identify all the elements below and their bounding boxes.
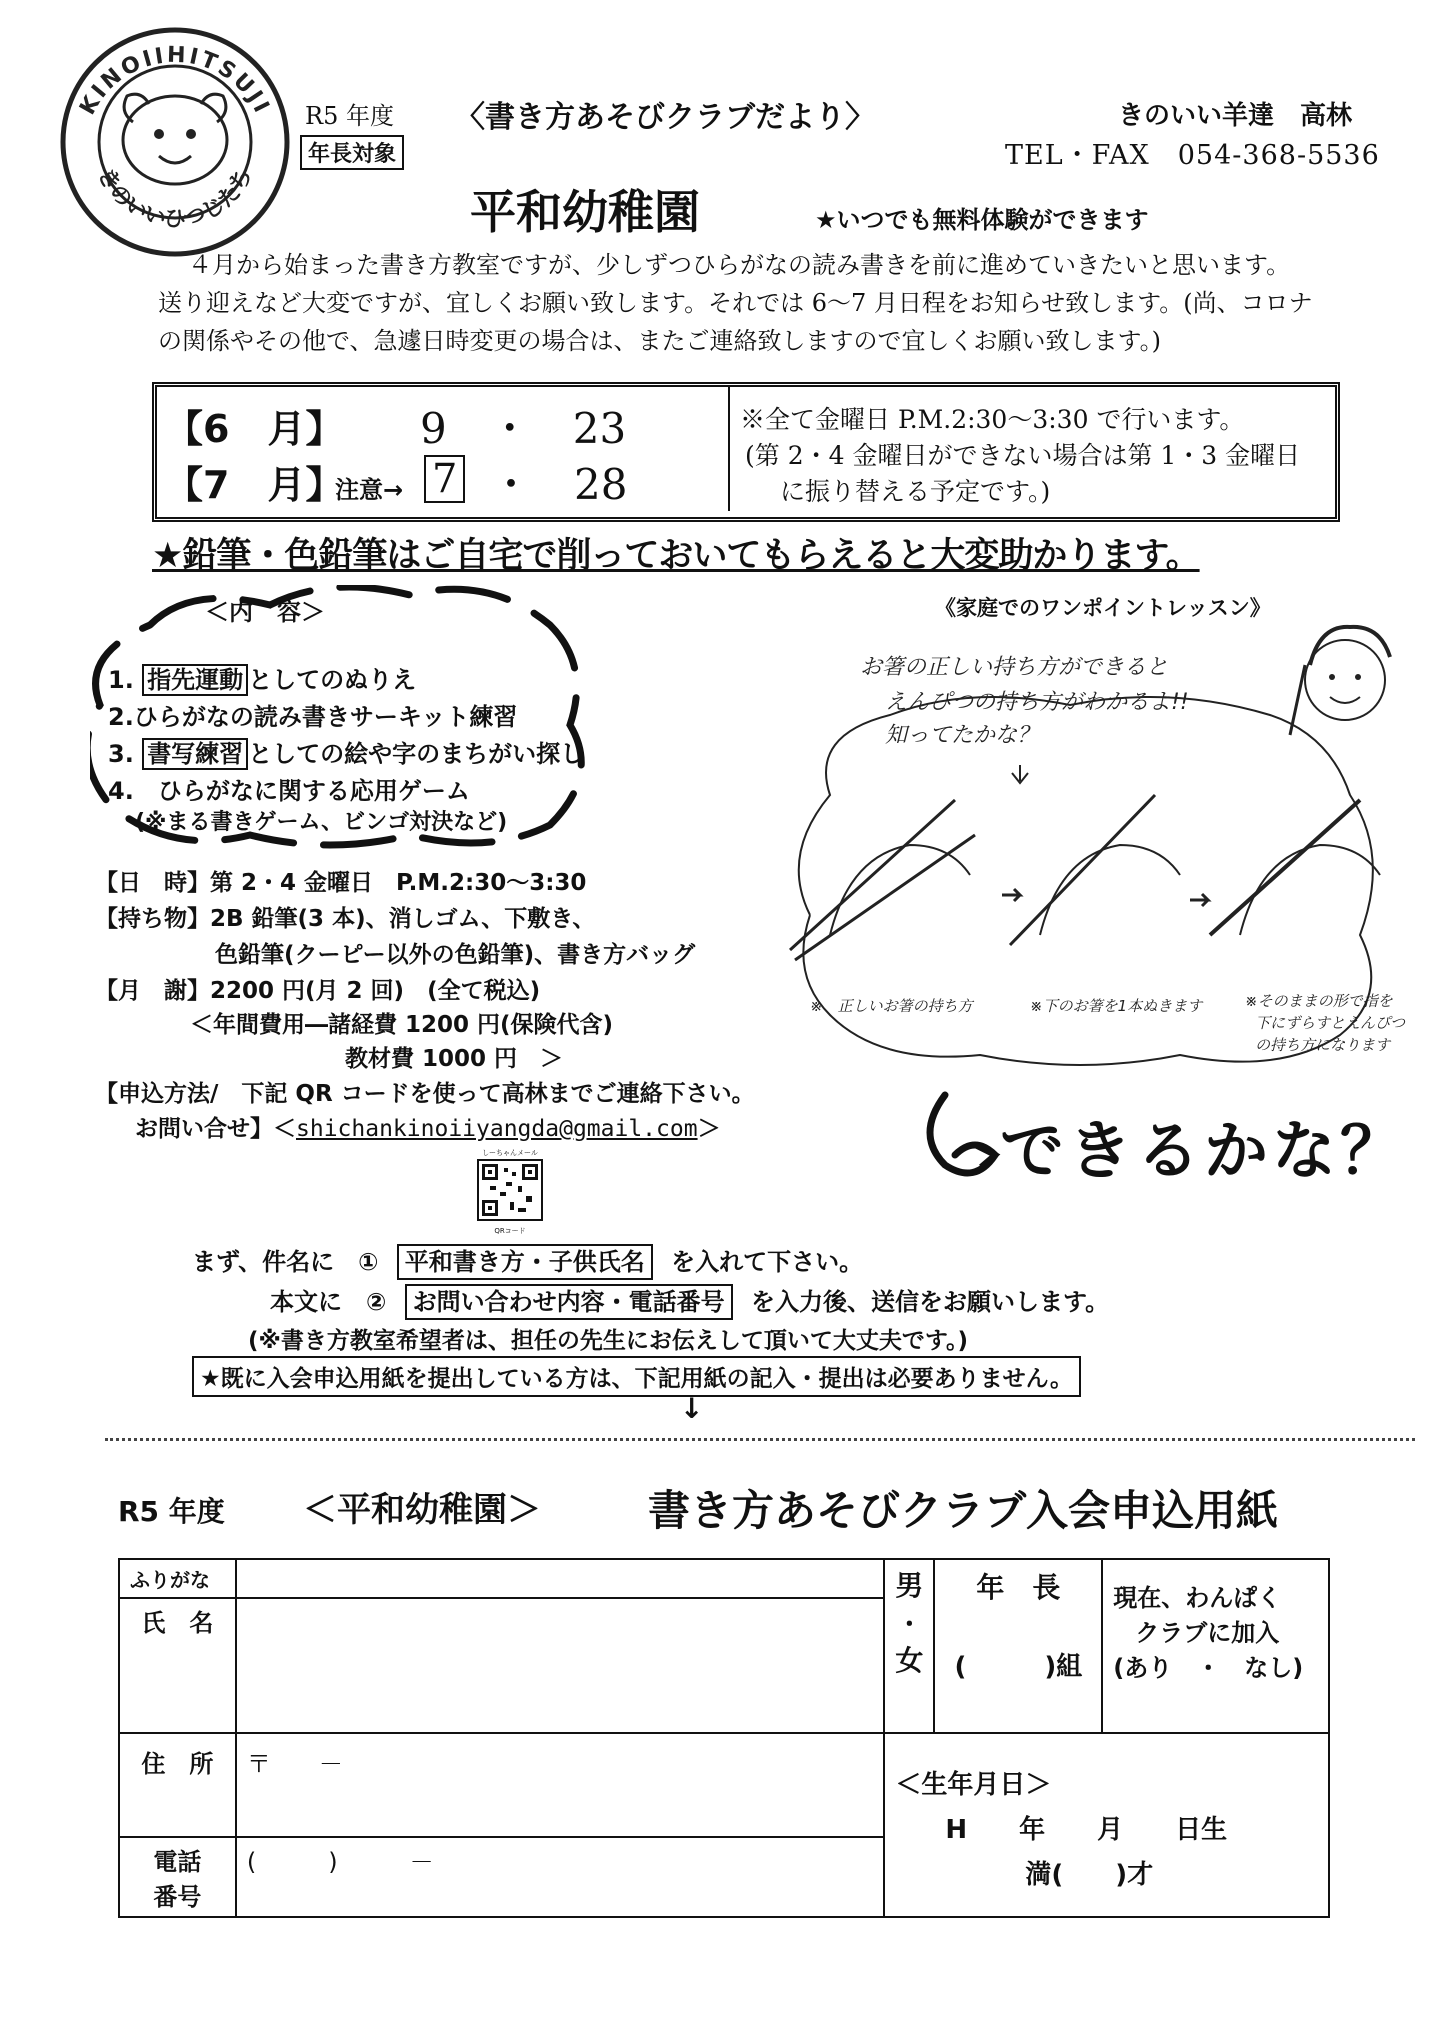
email-link[interactable]: shichankinoiiyangda@gmail.com <box>296 1116 698 1142</box>
logo-arc-bottom: きのいいひつじたち <box>92 164 258 232</box>
contents-item-2: 2.ひらがなの読み書きサーキット練習 <box>108 703 518 731</box>
hand-chopsticks-1 <box>790 800 975 960</box>
july-label: 【7 月】 <box>165 463 344 507</box>
name-field[interactable] <box>236 1598 885 1733</box>
apply-2-label: お問い合せ】＜ <box>135 1116 296 1142</box>
intro-line-3: の関係やその他で、急遽日時変更の場合は、またご連絡致しますので宜しくお願い致します。) <box>158 327 1161 355</box>
header-year: R5 年度 <box>305 102 394 130</box>
schedule-divider <box>728 385 730 511</box>
phone-label-2: 番号 <box>153 1883 202 1911</box>
item-3-boxed: 書写練習 <box>142 738 248 770</box>
application-form-table <box>118 1558 1330 1918</box>
address-label: 住 所 <box>119 1733 236 1837</box>
contents-item-4: 4. ひらがなに関する応用ゲーム <box>108 777 470 805</box>
contents-heading: ＜内 容＞ <box>205 598 325 626</box>
down-arrow: ↓ <box>680 1392 704 1425</box>
bubble-line-1: お箸の正しい持ち方ができると <box>860 655 1169 680</box>
bubble-line-2: えんぴつの持ち方がわかるよ!! <box>885 690 1189 715</box>
caption-2: ※下のお箸を1本ぬきます <box>1030 997 1203 1015</box>
detail-fee: 【月 謝】2200 円(月 2 回) (全て税込) <box>95 978 541 1004</box>
right-arrow-icon <box>1002 889 1020 901</box>
caption-3a: ※そのままの形で指を <box>1245 992 1393 1010</box>
right-arrow-icon-2 <box>1190 894 1208 906</box>
instr-2-box: お問い合わせ内容・電話番号 <box>405 1284 733 1320</box>
instruction-line-1 <box>192 1242 863 1277</box>
qr-code-icon <box>470 1158 550 1222</box>
logo-arc-top: KINOIIHITSUJI <box>75 42 275 120</box>
contents-item-4-sub: (※まる書きゲーム、ビンゴ対決など) <box>135 810 508 835</box>
furigana-label: ふりがな <box>119 1559 236 1598</box>
schedule-note-3: に振り替える予定です。) <box>780 477 1051 506</box>
july-date-boxed: 7 <box>424 455 465 503</box>
apply-2-end: ＞ <box>697 1116 721 1142</box>
detail-datetime: 【日 時】第 2・4 金曜日 P.M.2:30～3:30 <box>95 870 587 896</box>
qr-caption-bottom: QRコード <box>494 1227 526 1235</box>
june-dates: 9 ・ 23 <box>420 404 627 453</box>
tel-fax: TEL・FAX 054-368-5536 <box>1005 140 1380 171</box>
item-3-number: 3. <box>108 740 134 768</box>
cut-line <box>105 1438 1415 1441</box>
contents-item-1 <box>108 660 416 695</box>
detail-apply-1: 【申込方法/ 下記 QR コードを使って高林までご連絡下さい。 <box>95 1081 755 1107</box>
detail-annual-2: 教材費 1000 円 ＞ <box>345 1046 564 1072</box>
schedule-note-1: ※全て金曜日 P.M.2:30～3:30 で行います。 <box>740 405 1245 434</box>
phone-field[interactable]: ( ) － <box>236 1837 885 1917</box>
july-date-rest: ・ 28 <box>490 460 628 509</box>
age-field[interactable]: 満( )才 <box>1025 1860 1154 1890</box>
caption-1: ※ 正しいお箸の持ち方 <box>810 997 973 1015</box>
bubble-line-3: 知ってたかな？ <box>885 723 1040 748</box>
instr-1-b: を入れて下さい。 <box>671 1248 864 1276</box>
newsletter-title: 〈書き方あそびクラブだより〉 <box>455 100 875 135</box>
contents-item-3 <box>108 734 584 769</box>
instruction-line-3: (※書き方教室希望者は、担任の先生にお伝えして頂いて大丈夫です。) <box>248 1328 969 1354</box>
hand-pencil-3 <box>1210 800 1380 935</box>
item-1-boxed: 指先運動 <box>142 664 248 696</box>
gender-male[interactable]: 男 <box>895 1569 924 1602</box>
form-school: ＜平和幼稚園＞ <box>303 1490 541 1530</box>
instr-1-box: 平和書き方・子供氏名 <box>397 1244 653 1280</box>
down-arrow-icon <box>1012 765 1028 783</box>
pencil-notice: ★鉛筆・色鉛筆はご自宅で削っておいてもらえると大変助かります。 <box>152 536 1200 576</box>
instruction-line-2 <box>270 1282 1109 1317</box>
june-label: 【6 月】 <box>165 407 344 451</box>
caption-3b: 下にずらすとえんぴつ <box>1255 1014 1406 1032</box>
detail-items-1: 【持ち物】2B 鉛筆(3 本)、消しゴム、下敷き、 <box>95 906 596 932</box>
wanpaku-line-3[interactable]: (あり ・ なし) <box>1113 1654 1304 1682</box>
detail-annual-1: ＜年間費用―諸経費 1200 円(保険代含) <box>190 1012 614 1038</box>
schedule-note-2: (第 2・4 金曜日ができない場合は第 1・3 金曜日 <box>745 441 1301 470</box>
phone-label-1: 電話 <box>153 1848 202 1876</box>
lesson-heading: 《家庭でのワンポイントレッスン》 <box>935 596 1271 620</box>
class-field[interactable]: ( )組 <box>954 1652 1083 1682</box>
qr-caption-top: しーちゃんメール <box>482 1149 538 1157</box>
wanpaku-line-1: 現在、わんぱく <box>1113 1584 1282 1612</box>
form-title: 書き方あそびクラブ入会申込用紙 <box>648 1486 1279 1535</box>
school-name: 平和幼稚園 <box>470 185 700 239</box>
already-submitted-note: ★既に入会申込用紙を提出している方は、下記用紙の記入・提出は必要ありません。 <box>192 1356 1081 1397</box>
target-badge: 年長対象 <box>300 135 404 170</box>
name-label: 氏 名 <box>119 1598 236 1733</box>
can-you-text: できるかな？ <box>1000 1115 1408 1189</box>
birth-label: ＜生年月日＞ <box>895 1770 1052 1800</box>
detail-items-2: 色鉛筆(クーピー以外の色鉛筆)、書き方バッグ <box>215 942 696 968</box>
free-trial-note: ★いつでも無料体験ができます <box>815 206 1149 234</box>
swirl-arrow-icon <box>915 1085 1005 1195</box>
logo <box>55 22 295 262</box>
gender-dot: ・ <box>897 1610 922 1638</box>
wanpaku-line-2: クラブに加入 <box>1135 1619 1280 1647</box>
detail-apply-2 <box>135 1110 721 1143</box>
instr-2-b: を入力後、送信をお願いします。 <box>751 1288 1110 1316</box>
item-1-number: 1. <box>108 666 134 694</box>
hand-chopsticks-2 <box>1010 795 1180 945</box>
item-1-rest: としてのぬりえ <box>248 666 417 694</box>
furigana-field[interactable] <box>236 1559 885 1598</box>
caption-3c: の持ち方になります <box>1255 1036 1391 1054</box>
sheep-logo-icon <box>55 22 295 262</box>
instr-1-a: まず、件名に ① <box>192 1248 379 1276</box>
item-3-rest: としての絵や字のまちがい探し <box>248 740 585 768</box>
org-name: きのいい羊達 高林 <box>1118 101 1353 131</box>
intro-line-2: 送り迎えなど大変ですが、宜しくお願い致します。それでは 6～7 月日程をお知らせ致します。(尚、コロナ <box>158 289 1313 317</box>
qr-code[interactable] <box>470 1148 550 1235</box>
teacher-face-icon <box>1290 627 1390 735</box>
birth-field[interactable]: H 年 月 日生 <box>945 1815 1228 1845</box>
july-note: 注意→ <box>335 476 404 504</box>
address-field[interactable]: 〒 － <box>236 1733 885 1837</box>
intro-line-1: ４月から始まった書き方教室ですが、少しずつひらがなの読み書きを前に進めていきたいと思います。 <box>188 251 1291 279</box>
gender-female[interactable]: 女 <box>895 1644 924 1677</box>
instr-2-a: 本文に ② <box>270 1288 387 1316</box>
form-year: R5 年度 <box>118 1495 225 1528</box>
grade-label: 年 長 <box>976 1571 1061 1604</box>
